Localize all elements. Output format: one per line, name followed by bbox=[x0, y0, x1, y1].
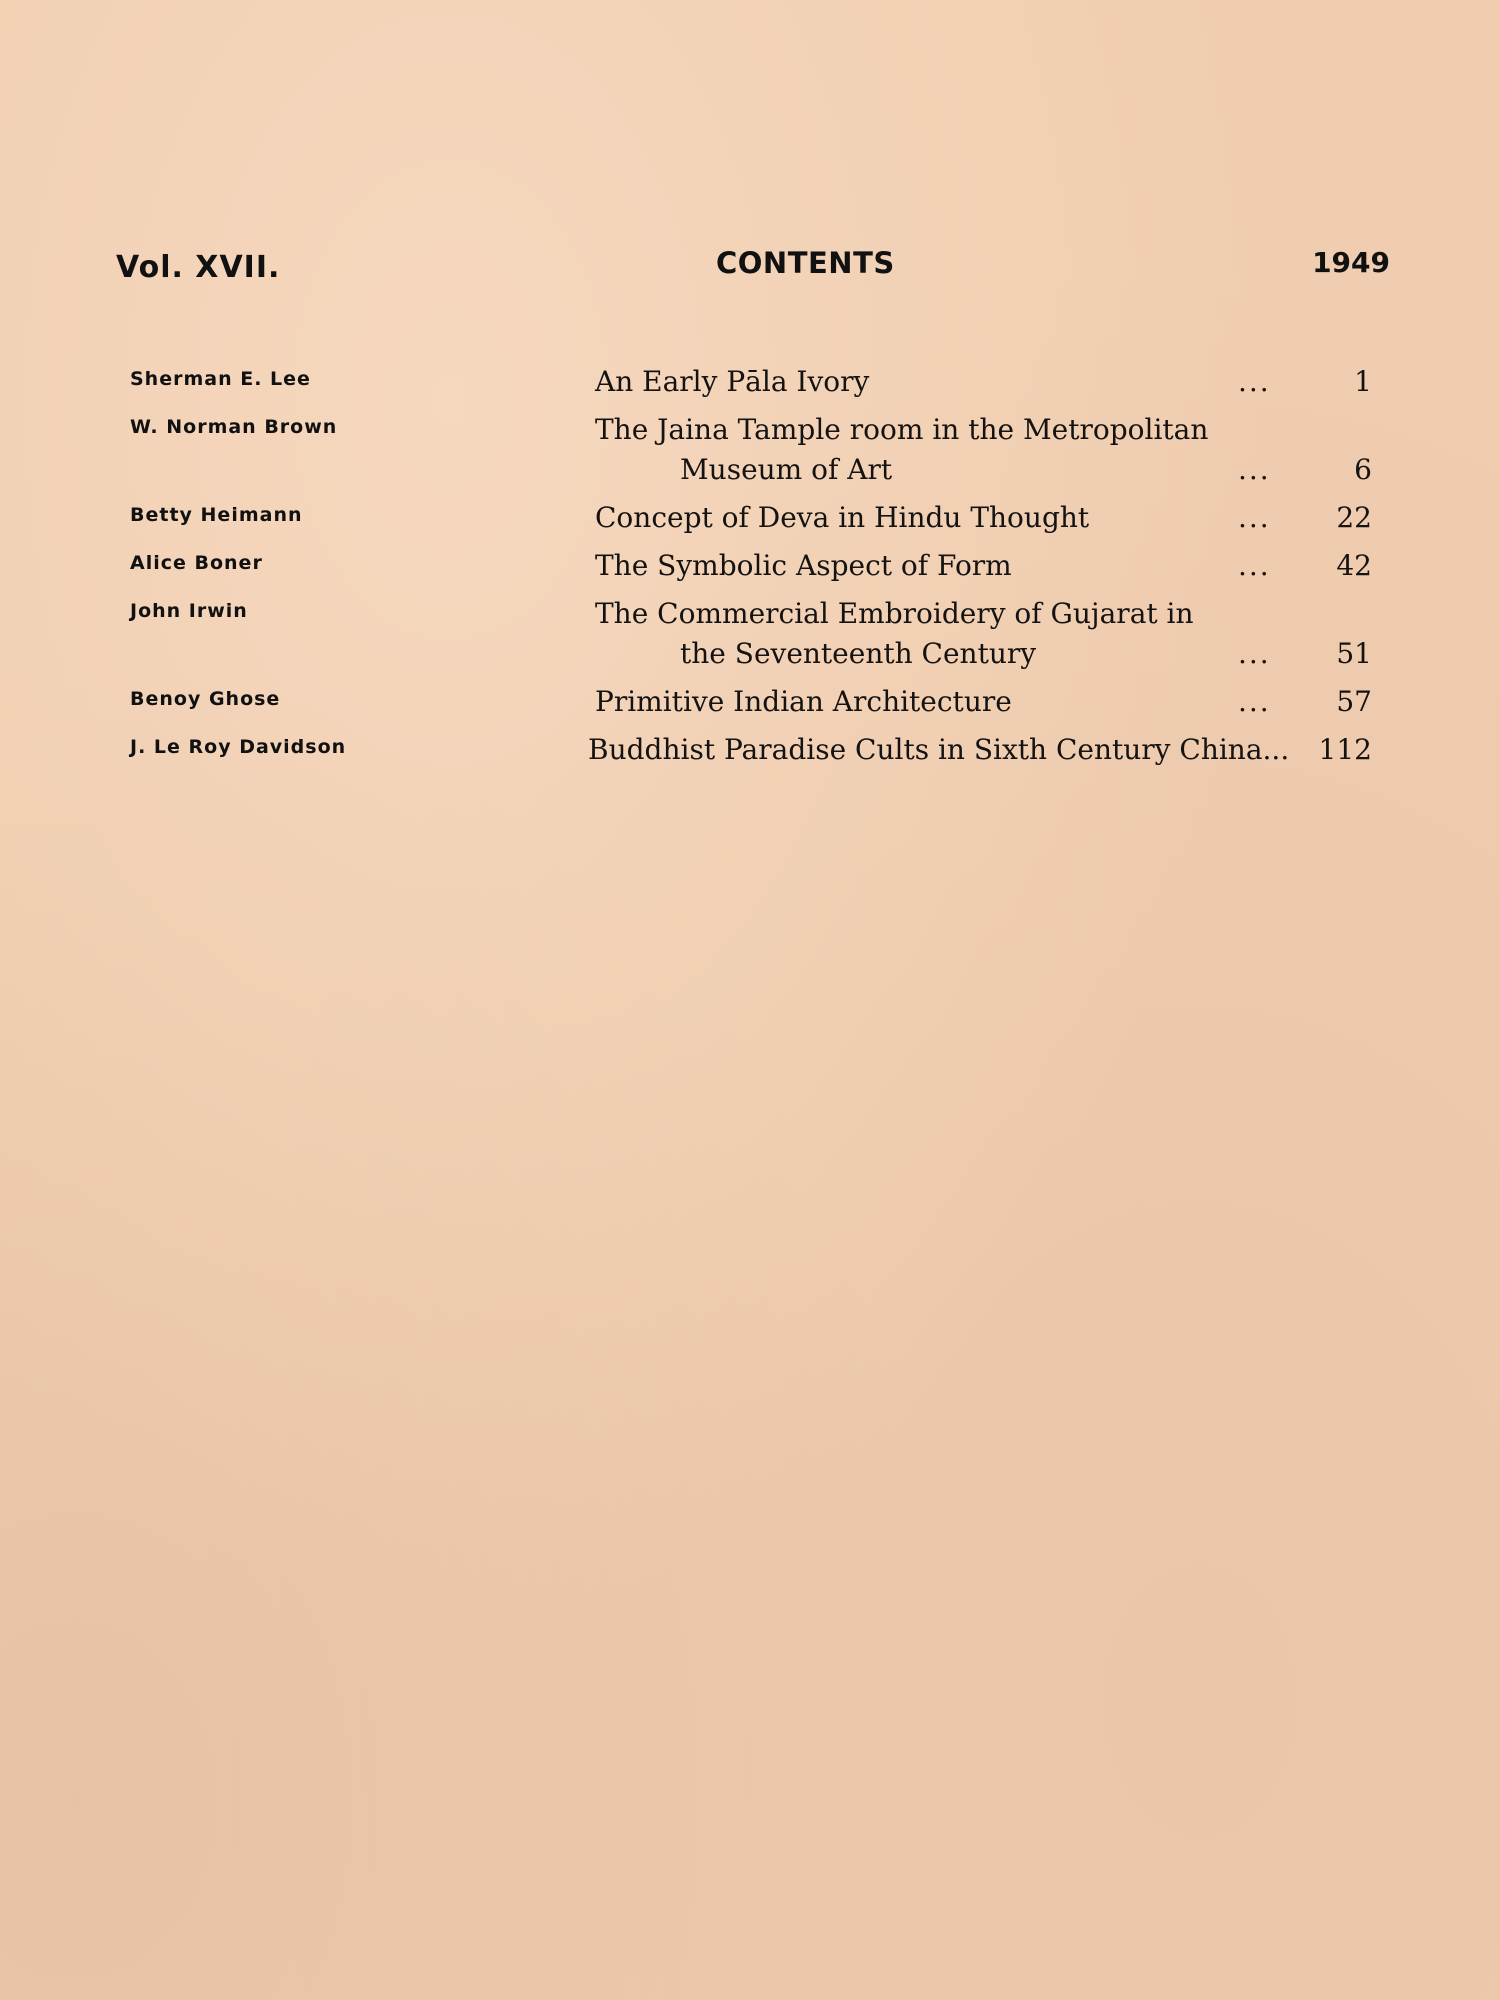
leader-dots: ... bbox=[1238, 501, 1271, 534]
article-title bbox=[0, 546, 1500, 586]
author-name: W. Norman Brown bbox=[130, 416, 338, 438]
contents-heading: CONTENTS bbox=[716, 246, 895, 280]
article-title-line: The Symbolic Aspect of Form bbox=[595, 549, 1012, 582]
article-title-line: The Commercial Embroidery of Gujarat in bbox=[595, 597, 1194, 630]
leader-dots: ... bbox=[1238, 685, 1271, 718]
article-title-line: Buddhist Paradise Cults in Sixth Century China... bbox=[588, 733, 1290, 766]
author-name: Alice Boner bbox=[130, 552, 263, 574]
page-number: 57 bbox=[1336, 685, 1372, 718]
article-title bbox=[0, 730, 1500, 770]
page-number: 6 bbox=[1354, 453, 1372, 486]
page-number: 112 bbox=[1318, 733, 1372, 766]
volume-label: Vol. XVII. bbox=[116, 250, 281, 285]
toc-entry bbox=[0, 362, 1500, 402]
leader-dots: ... bbox=[1238, 365, 1271, 398]
author-name: John Irwin bbox=[130, 600, 248, 622]
page-number: 42 bbox=[1336, 549, 1372, 582]
author-name: J. Le Roy Davidson bbox=[130, 736, 347, 758]
page-header bbox=[0, 246, 1500, 286]
table-of-contents bbox=[0, 362, 1500, 770]
page-number: 22 bbox=[1336, 501, 1372, 534]
article-title bbox=[0, 594, 1500, 674]
article-title bbox=[0, 362, 1500, 402]
author-name: Benoy Ghose bbox=[130, 688, 281, 710]
article-title-line: The Jaina Tample room in the Metropolitan bbox=[595, 413, 1209, 446]
article-title-line: the Seventeenth Century bbox=[680, 637, 1037, 670]
article-title-line: Primitive Indian Architecture bbox=[595, 685, 1012, 718]
toc-entry bbox=[0, 594, 1500, 674]
toc-entry bbox=[0, 682, 1500, 722]
leader-dots: ... bbox=[1238, 637, 1271, 670]
article-title-line: An Early Pāla Ivory bbox=[595, 365, 870, 398]
year-label: 1949 bbox=[1312, 246, 1390, 279]
leader-dots: ... bbox=[1238, 453, 1271, 486]
article-title bbox=[0, 410, 1500, 490]
toc-entry bbox=[0, 730, 1500, 770]
article-title bbox=[0, 498, 1500, 538]
toc-entry bbox=[0, 546, 1500, 586]
article-title-line: Concept of Deva in Hindu Thought bbox=[595, 501, 1090, 534]
toc-entry bbox=[0, 498, 1500, 538]
leader-dots: ... bbox=[1238, 549, 1271, 582]
article-title-line: Museum of Art bbox=[680, 453, 893, 486]
toc-entry bbox=[0, 410, 1500, 490]
author-name: Sherman E. Lee bbox=[130, 368, 311, 390]
page-number: 51 bbox=[1336, 637, 1372, 670]
article-title bbox=[0, 682, 1500, 722]
page-number: 1 bbox=[1354, 365, 1372, 398]
author-name: Betty Heimann bbox=[130, 504, 303, 526]
